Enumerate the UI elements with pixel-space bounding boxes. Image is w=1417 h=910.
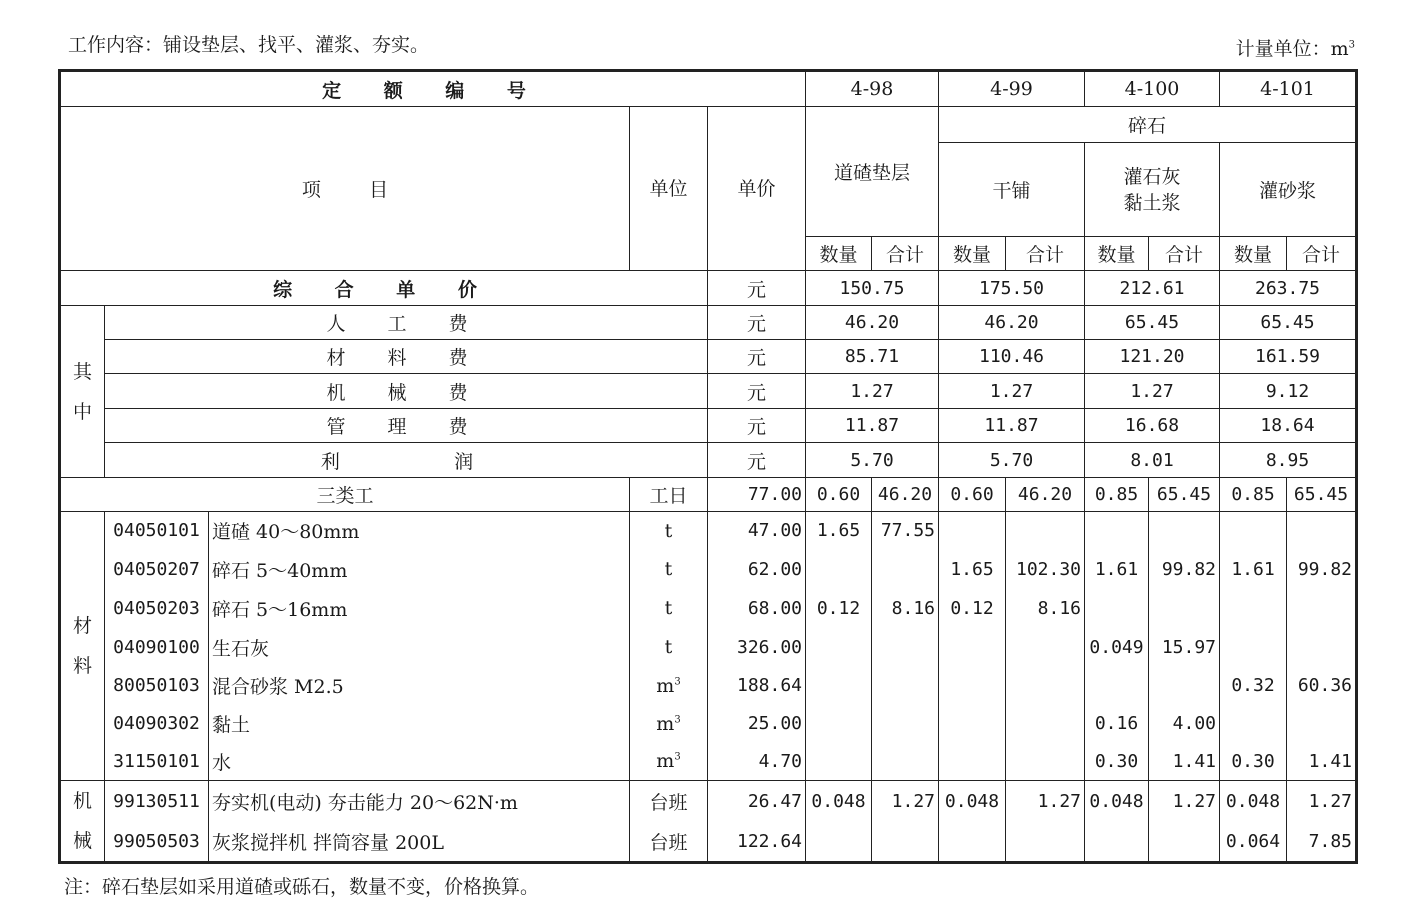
summary-value: 175.50 <box>939 271 1085 306</box>
item-unit-text: t <box>664 597 673 619</box>
cost-row-unit: 元 <box>708 340 806 374</box>
item-price: 26.47 <box>708 781 806 823</box>
material-row <box>60 550 1357 589</box>
sum-header: 合计 <box>1149 237 1220 271</box>
item-cell <box>1287 705 1357 743</box>
work-content-text: 工作内容：铺设垫层、找平、灌浆、夯实。 <box>68 34 430 56</box>
item-name: 碎石 5～16mm <box>209 589 630 628</box>
item-unit-text: m <box>656 712 675 735</box>
item-name: 生石灰 <box>209 628 630 667</box>
item-price: 4.70 <box>708 743 806 781</box>
item-price: 25.00 <box>708 705 806 743</box>
item-cell: 99.82 <box>1287 550 1357 589</box>
item-cell <box>1006 512 1085 550</box>
cost-row-label: 管 理 费 <box>105 409 708 443</box>
quota-no: 4-100 <box>1085 71 1220 107</box>
item-cell: 1.27 <box>1149 781 1220 823</box>
cost-row-label: 利 润 <box>105 443 708 478</box>
machinery-row <box>60 781 1357 823</box>
material-row <box>60 512 1357 550</box>
labor-cell: 0.85 <box>1085 478 1149 512</box>
item-cell: 99.82 <box>1149 550 1220 589</box>
labor-cell: 0.60 <box>939 478 1006 512</box>
item-name: 混合砂浆 M2.5 <box>209 667 630 705</box>
quota-no: 4-99 <box>939 71 1085 107</box>
labor-cell: 0.60 <box>806 478 872 512</box>
cost-value: 161.59 <box>1220 340 1357 374</box>
item-cell <box>1220 705 1287 743</box>
item-name-header: 灌砂浆 <box>1220 143 1357 237</box>
qty-header: 数量 <box>1220 237 1287 271</box>
item-name: 灰浆搅拌机 拌筒容量 200L <box>209 822 630 862</box>
item-cell <box>872 667 939 705</box>
item-name: 夯实机(电动) 夯击能力 20～62N·m <box>209 781 630 823</box>
item-price: 68.00 <box>708 589 806 628</box>
group-header: 碎石 <box>939 107 1357 143</box>
item-code: 99130511 <box>105 781 209 823</box>
item-cell <box>872 550 939 589</box>
item-header: 项 目 <box>60 107 630 271</box>
item-code: 99050503 <box>105 822 209 862</box>
cost-row-unit: 元 <box>708 374 806 409</box>
item-cell <box>1085 667 1149 705</box>
item-unit <box>630 589 708 628</box>
item-cell: 0.32 <box>1220 667 1287 705</box>
item-unit-text: t <box>664 558 673 580</box>
cost-value: 121.20 <box>1085 340 1220 374</box>
cost-value: 46.20 <box>939 306 1085 340</box>
item-cell: 8.16 <box>872 589 939 628</box>
item-cell <box>872 822 939 862</box>
item-name: 道碴 40～80mm <box>209 512 630 550</box>
cost-value: 8.01 <box>1085 443 1220 478</box>
cost-value: 85.71 <box>806 340 939 374</box>
sum-header: 合计 <box>1006 237 1085 271</box>
item-code: 80050103 <box>105 667 209 705</box>
cost-value: 5.70 <box>939 443 1085 478</box>
labor-cell: 46.20 <box>872 478 939 512</box>
item-unit <box>630 512 708 550</box>
footnote: 注：碎石垫层如采用道碴或砾石，数量不变，价格换算。 <box>64 876 540 898</box>
cost-value: 1.27 <box>806 374 939 409</box>
item-cell <box>1220 628 1287 667</box>
summary-label: 综 合 单 价 <box>60 271 708 306</box>
item-cell: 1.65 <box>939 550 1006 589</box>
unit-header: 单位 <box>630 107 708 271</box>
item-cell: 1.27 <box>872 781 939 823</box>
cost-value: 9.12 <box>1220 374 1357 409</box>
sum-header: 合计 <box>1287 237 1357 271</box>
item-cell <box>939 667 1006 705</box>
item-cell <box>939 512 1006 550</box>
cost-row-unit: 元 <box>708 306 806 340</box>
item-name-header: 干铺 <box>939 143 1085 237</box>
labor-cell: 65.45 <box>1149 478 1220 512</box>
item-cell <box>1006 822 1085 862</box>
item-cell <box>1085 589 1149 628</box>
item-unit <box>630 822 708 862</box>
item-cell: 15.97 <box>1149 628 1220 667</box>
item-cell <box>1085 822 1149 862</box>
item-cell <box>1006 628 1085 667</box>
quota-no: 4-101 <box>1220 71 1357 107</box>
item-cell: 0.12 <box>939 589 1006 628</box>
labor-cell: 0.85 <box>1220 478 1287 512</box>
item-cell <box>806 705 872 743</box>
item-cell: 0.16 <box>1085 705 1149 743</box>
item-unit <box>630 550 708 589</box>
item-unit <box>630 781 708 823</box>
item-cell: 0.048 <box>939 781 1006 823</box>
cost-value: 8.95 <box>1220 443 1357 478</box>
summary-value: 150.75 <box>806 271 939 306</box>
item-price: 62.00 <box>708 550 806 589</box>
sum-header: 合计 <box>872 237 939 271</box>
item-cell: 0.30 <box>1220 743 1287 781</box>
item-cell: 0.048 <box>806 781 872 823</box>
cost-value: 16.68 <box>1085 409 1220 443</box>
item-code: 04090302 <box>105 705 209 743</box>
item-cell <box>939 705 1006 743</box>
labor-cell: 65.45 <box>1287 478 1357 512</box>
item-code: 04050101 <box>105 512 209 550</box>
summary-unit: 元 <box>708 271 806 306</box>
item-cell: 0.048 <box>1220 781 1287 823</box>
item-price: 188.64 <box>708 667 806 705</box>
price-header: 单价 <box>708 107 806 271</box>
item-cell <box>806 667 872 705</box>
item-cell <box>806 628 872 667</box>
summary-value: 263.75 <box>1220 271 1357 306</box>
item-cell <box>939 628 1006 667</box>
cost-value: 65.45 <box>1220 306 1357 340</box>
item-cell <box>1149 667 1220 705</box>
item-cell <box>872 628 939 667</box>
item-unit <box>630 743 708 781</box>
item-cell: 0.30 <box>1085 743 1149 781</box>
item-price: 47.00 <box>708 512 806 550</box>
materials-label: 材料 <box>60 512 105 781</box>
item-cell <box>1149 589 1220 628</box>
machinery-row <box>60 822 1357 862</box>
material-row <box>60 743 1357 781</box>
labor-unit: 工日 <box>630 478 708 512</box>
item-cell <box>939 822 1006 862</box>
item-cell: 1.27 <box>1287 781 1357 823</box>
item-unit-text: t <box>664 636 673 658</box>
item-cell: 0.12 <box>806 589 872 628</box>
qty-header: 数量 <box>939 237 1006 271</box>
item-unit-text: m <box>656 674 675 697</box>
item-unit <box>630 705 708 743</box>
item-cell: 1.65 <box>806 512 872 550</box>
item-cell <box>1220 589 1287 628</box>
machinery-label: 机械 <box>60 781 105 863</box>
cost-value: 11.87 <box>806 409 939 443</box>
cost-row-label: 人 工 费 <box>105 306 708 340</box>
summary-value: 212.61 <box>1085 271 1220 306</box>
quota-no-label: 定 额 编 号 <box>60 71 806 107</box>
cost-value: 65.45 <box>1085 306 1220 340</box>
item-cell <box>1006 743 1085 781</box>
item-name: 碎石 5～40mm <box>209 550 630 589</box>
item-unit-sup: 3 <box>674 676 681 688</box>
item-cell: 0.049 <box>1085 628 1149 667</box>
cost-row-label: 机 械 费 <box>105 374 708 409</box>
labor-cell: 46.20 <box>1006 478 1085 512</box>
item-unit-sup: 3 <box>674 751 681 763</box>
item-cell <box>1287 628 1357 667</box>
item-cell <box>872 743 939 781</box>
item-name-header: 灌石灰 黏土浆 <box>1085 143 1220 237</box>
labor-price: 77.00 <box>708 478 806 512</box>
material-row <box>60 705 1357 743</box>
item-unit <box>630 667 708 705</box>
item-code: 31150101 <box>105 743 209 781</box>
quota-no: 4-98 <box>806 71 939 107</box>
item-cell: 7.85 <box>1287 822 1357 862</box>
item-cell <box>1149 512 1220 550</box>
cost-row-unit: 元 <box>708 443 806 478</box>
item-price: 122.64 <box>708 822 806 862</box>
item-cell: 102.30 <box>1006 550 1085 589</box>
item-name: 黏土 <box>209 705 630 743</box>
item-cell: 0.048 <box>1085 781 1149 823</box>
item-cell <box>1085 512 1149 550</box>
item-cell: 1.41 <box>1149 743 1220 781</box>
item-name: 水 <box>209 743 630 781</box>
cost-value: 46.20 <box>806 306 939 340</box>
labor-label: 三类工 <box>60 478 630 512</box>
cost-value: 1.27 <box>1085 374 1220 409</box>
cost-row-unit: 元 <box>708 409 806 443</box>
item-code: 04090100 <box>105 628 209 667</box>
cost-value: 5.70 <box>806 443 939 478</box>
item-price: 326.00 <box>708 628 806 667</box>
item-code: 04050203 <box>105 589 209 628</box>
cost-value: 1.27 <box>939 374 1085 409</box>
item-cell <box>939 743 1006 781</box>
item-unit-text: m <box>656 750 675 773</box>
material-row <box>60 628 1357 667</box>
item-cell <box>1287 589 1357 628</box>
item-cell: 0.064 <box>1220 822 1287 862</box>
quota-table <box>58 69 1358 864</box>
material-row <box>60 667 1357 705</box>
item-cell <box>1220 512 1287 550</box>
cost-row-label: 材 料 费 <box>105 340 708 374</box>
item-name-header: 道碴垫层 <box>806 107 939 237</box>
cost-value: 18.64 <box>1220 409 1357 443</box>
item-unit-sup: 3 <box>674 714 681 726</box>
item-unit-text: t <box>664 519 673 542</box>
item-cell: 1.61 <box>1220 550 1287 589</box>
item-cell <box>806 822 872 862</box>
item-cell <box>1149 822 1220 862</box>
among-label: 其中 <box>60 306 105 478</box>
item-cell: 8.16 <box>1006 589 1085 628</box>
item-cell: 1.41 <box>1287 743 1357 781</box>
item-cell <box>872 705 939 743</box>
item-cell: 1.61 <box>1085 550 1149 589</box>
item-code: 04050207 <box>105 550 209 589</box>
qty-header: 数量 <box>1085 237 1149 271</box>
measure-unit-text: 计量单位：$m^3$ <box>1235 38 1355 60</box>
item-cell: 1.27 <box>1006 781 1085 823</box>
item-cell: 77.55 <box>872 512 939 550</box>
cost-value: 11.87 <box>939 409 1085 443</box>
item-cell: 4.00 <box>1149 705 1220 743</box>
item-cell <box>806 550 872 589</box>
item-cell <box>806 743 872 781</box>
material-row <box>60 589 1357 628</box>
item-cell <box>1006 705 1085 743</box>
item-unit-text: 台班 <box>649 832 688 855</box>
item-unit-text: 台班 <box>649 792 688 815</box>
qty-header: 数量 <box>806 237 872 271</box>
item-cell <box>1006 667 1085 705</box>
cost-value: 110.46 <box>939 340 1085 374</box>
item-cell: 60.36 <box>1287 667 1357 705</box>
item-cell <box>1287 512 1357 550</box>
item-unit <box>630 628 708 667</box>
